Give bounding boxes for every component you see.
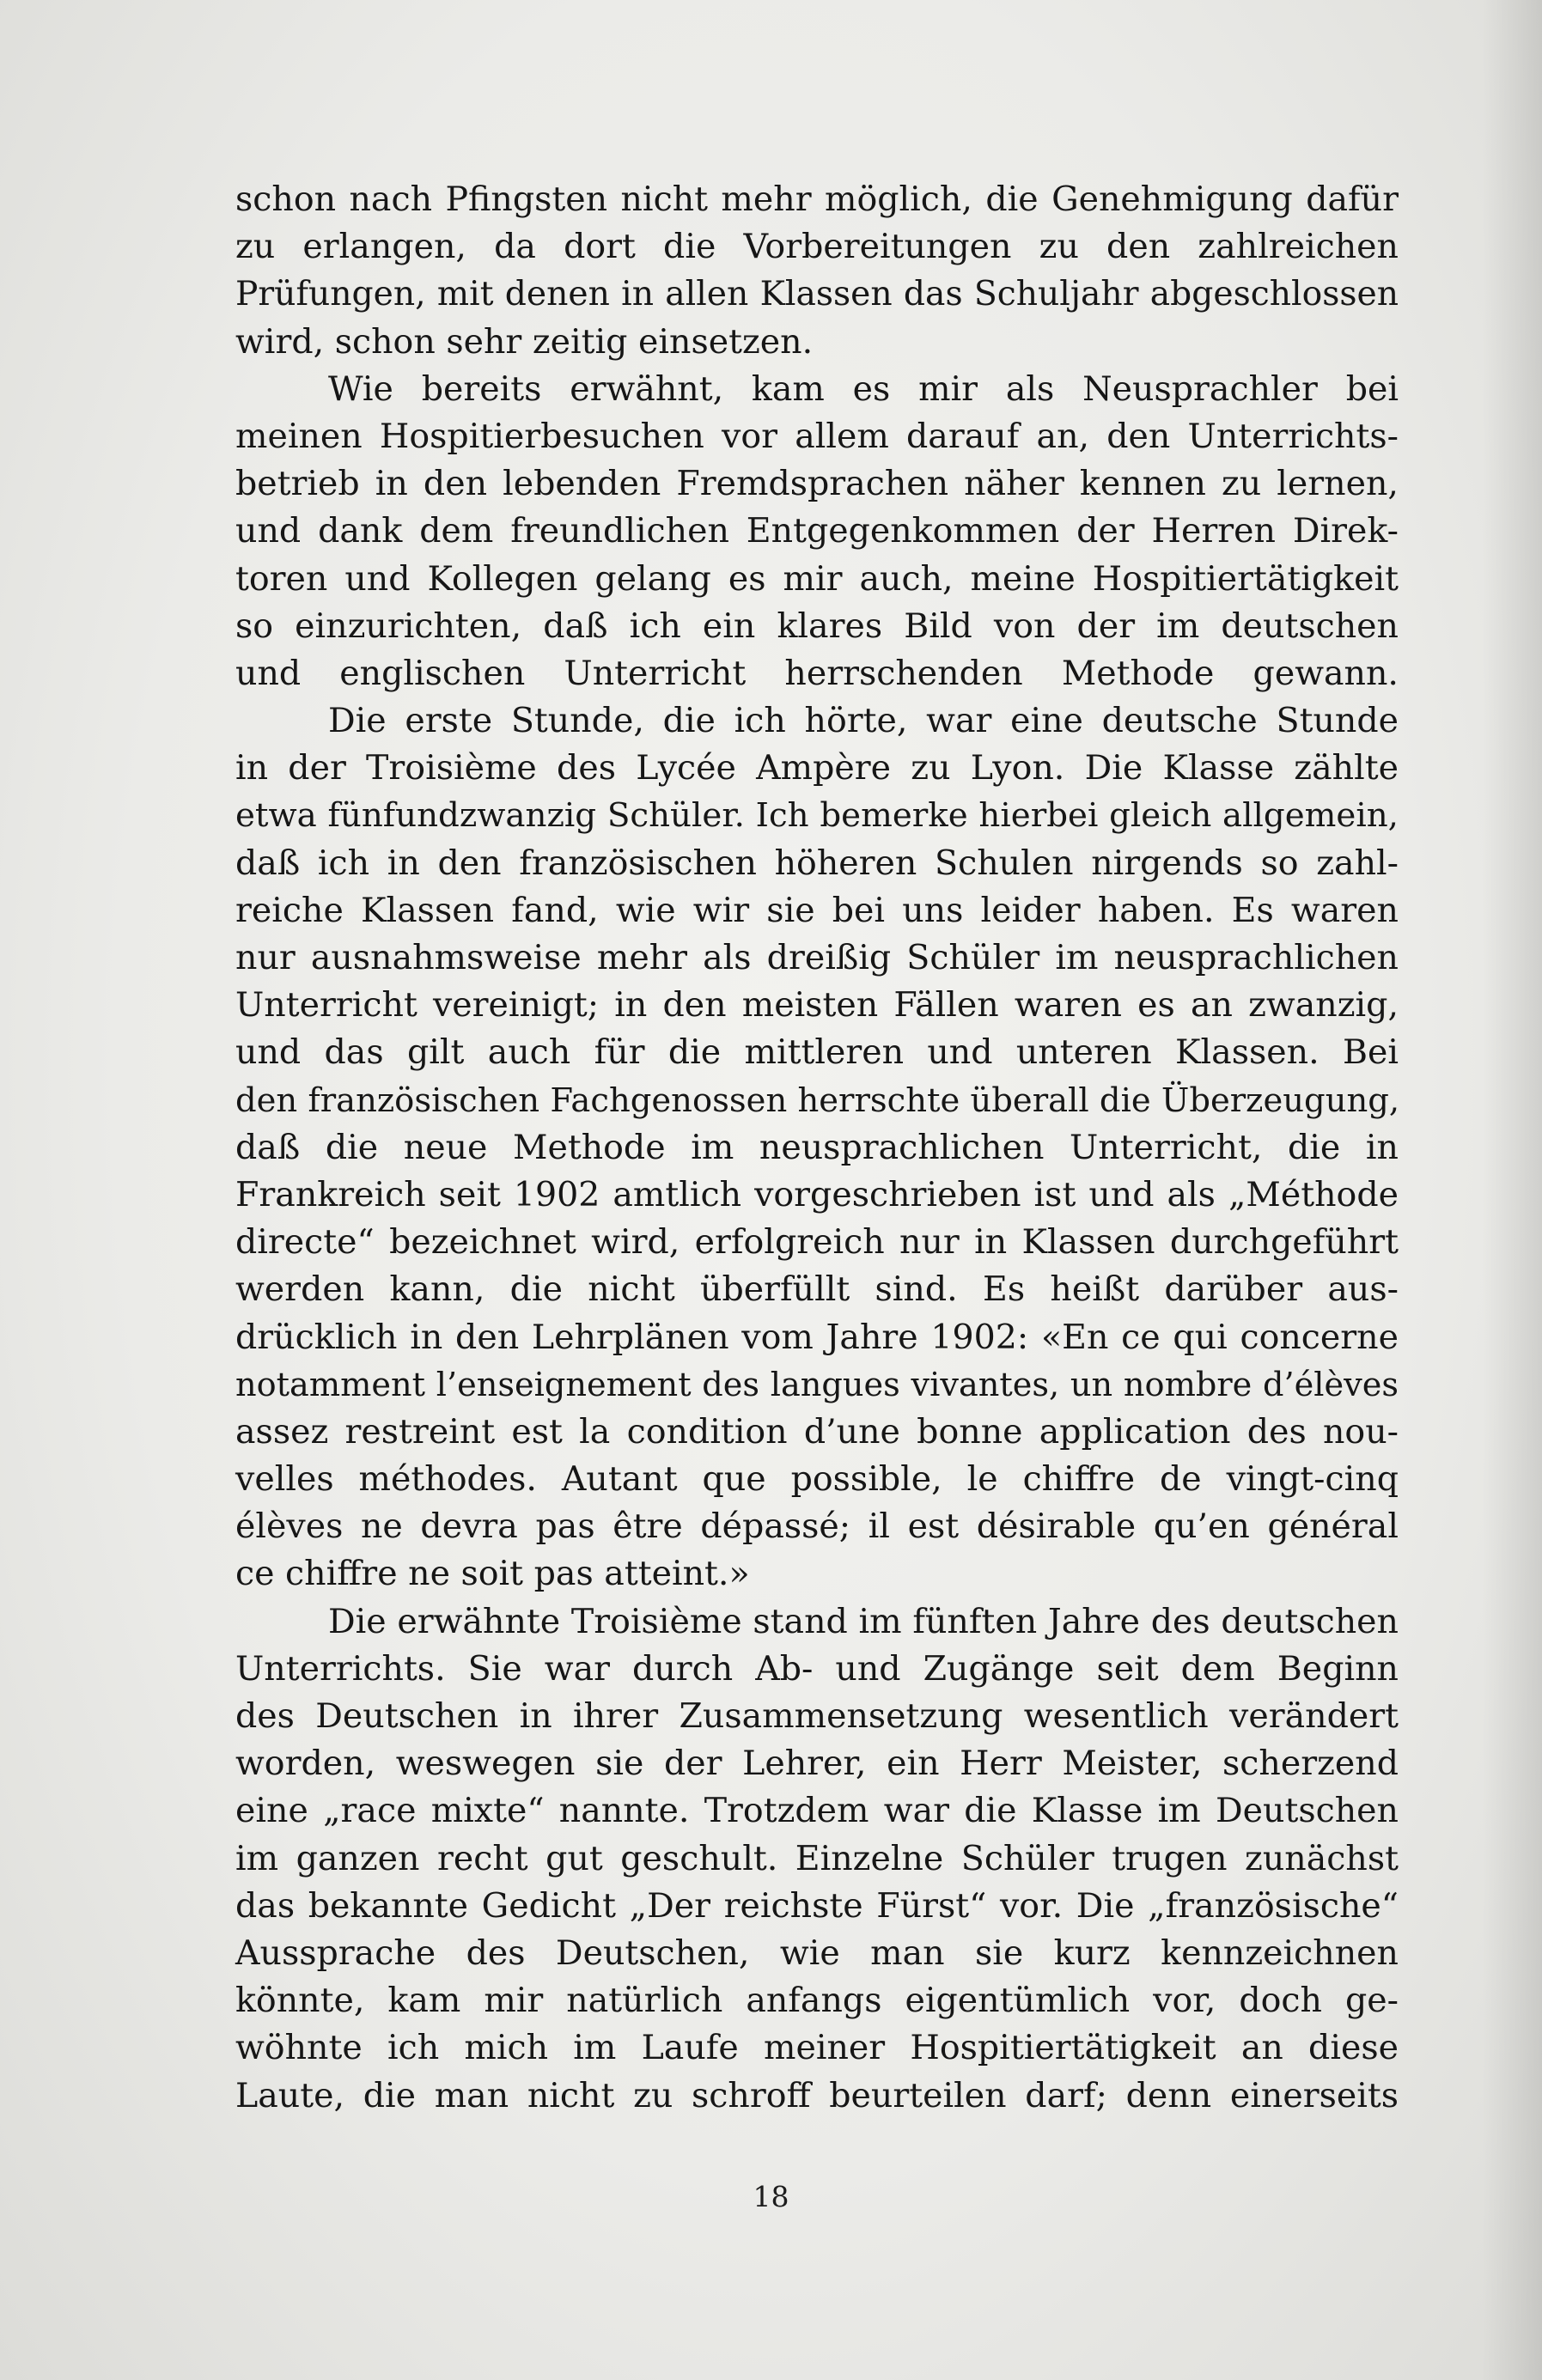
- text-line: ce chiffre ne soit pas atteint.»: [235, 1554, 750, 1594]
- text-line: notamment l’enseignement des langues vivantes, un nombre d’élèves: [235, 1365, 1399, 1404]
- text-line: im ganzen recht gut geschult. Einzelne Schüler trugen zunächst: [235, 1838, 1399, 1878]
- page-edge-shadow: [1482, 0, 1542, 2380]
- text-line: reiche Klassen fand, wie wir sie bei uns leider haben. Es waren: [235, 890, 1399, 930]
- text-line: élèves ne devra pas être dépassé; il est désirable qu’en général: [235, 1507, 1399, 1547]
- text-line: Wie bereits erwähnt, kam es mir als Neusprachler bei: [328, 368, 1399, 409]
- text-line: den französischen Fachgenossen herrschte überall die Überzeugung,: [235, 1080, 1400, 1120]
- body-text: [235, 176, 1399, 2120]
- text-line: und dank dem freundlichen Entgegenkommen der Herren Direk-: [235, 511, 1399, 551]
- text-line: und englischen Unterricht herrschenden Methode gewann.: [235, 653, 1399, 693]
- text-line: Prüfungen, mit denen in allen Klassen das Schuljahr abgeschlossen: [235, 275, 1399, 314]
- text-line: könnte, kam mir natürlich anfangs eigentümlich vor, doch ge-: [235, 1981, 1399, 2021]
- text-line: Die erwähnte Troisième stand im fünften Jahre des deutschen: [328, 1601, 1399, 1641]
- text-line: etwa fünfundzwanzig Schüler. Ich bemerke hierbei gleich allgemein,: [235, 796, 1399, 836]
- text-line: und das gilt auch für die mittleren und unteren Klassen. Bei: [235, 1032, 1399, 1073]
- text-line: Unterricht vereinigt; in den meisten Fällen waren es an zwanzig,: [235, 985, 1399, 1026]
- text-line: worden, weswegen sie der Lehrer, ein Herr Meister, scherzend: [235, 1744, 1399, 1784]
- text-line: das bekannte Gedicht „Der reichste Fürst“ vor. Die „französische“: [235, 1885, 1399, 1926]
- text-line: assez restreint est la condition d’une bonne application des nou-: [235, 1411, 1399, 1452]
- text-line: toren und Kollegen gelang es mir auch, meine Hospitiertätigkeit: [235, 558, 1399, 599]
- text-line: wöhnte ich mich im Laufe meiner Hospitiertätigkeit an diese: [235, 2028, 1399, 2068]
- text-line: Aussprache des Deutschen, wie man sie kurz kennzeichnen: [235, 1933, 1399, 1973]
- text-line: Frankreich seit 1902 amtlich vorgeschrieben ist und als „Méthode: [235, 1174, 1399, 1214]
- text-line: meinen Hospitierbesuchen vor allem darauf an, den Unterrichts-: [235, 416, 1399, 456]
- text-line: zu erlangen, da dort die Vorbereitungen zu den zahlreichen: [235, 227, 1399, 267]
- text-line: Unterrichts. Sie war durch Ab- und Zugänge seit dem Beginn: [235, 1648, 1399, 1689]
- text-line: betrieb in den lebenden Fremdsprachen näher kennen zu lernen,: [235, 464, 1399, 504]
- text-line: nur ausnahmsweise mehr als dreißig Schüler im neusprachlichen: [235, 938, 1399, 977]
- page-number: 18: [753, 2180, 789, 2213]
- text-line: wird, schon sehr zeitig einsetzen.: [235, 321, 814, 362]
- text-line: Laute, die man nicht zu schroff beurteilen darf; denn einerseits: [235, 2075, 1399, 2115]
- text-line: daß ich in den französischen höheren Schulen nirgends so zahl-: [235, 843, 1399, 883]
- text-line: schon nach Pfingsten nicht mehr möglich, die Genehmigung dafür: [235, 180, 1399, 219]
- text-line: so einzurichten, daß ich ein klares Bild von der im deutschen: [235, 606, 1399, 646]
- text-line: des Deutschen in ihrer Zusammensetzung wesentlich verändert: [235, 1696, 1399, 1736]
- text-line: directe“ bezeichnet wird, erfolgreich nur in Klassen durchgeführt: [235, 1222, 1399, 1263]
- text-line: Die erste Stunde, die ich hörte, war eine deutsche Stunde: [328, 701, 1399, 741]
- text-line: velles méthodes. Autant que possible, le chiffre de vingt-cinq: [235, 1459, 1399, 1500]
- text-line: eine „race mixte“ nannte. Trotzdem war die Klasse im Deutschen: [235, 1791, 1399, 1831]
- text-line: daß die neue Methode im neusprachlichen Unterricht, die in: [235, 1127, 1399, 1167]
- text-line: werden kann, die nicht überfüllt sind. Es heißt darüber aus-: [235, 1269, 1399, 1310]
- text-line: drücklich in den Lehrplänen vom Jahre 1902: «En ce qui concerne: [235, 1317, 1399, 1357]
- text-line: in der Troisième des Lycée Ampère zu Lyon. Die Klasse zählte: [235, 748, 1399, 788]
